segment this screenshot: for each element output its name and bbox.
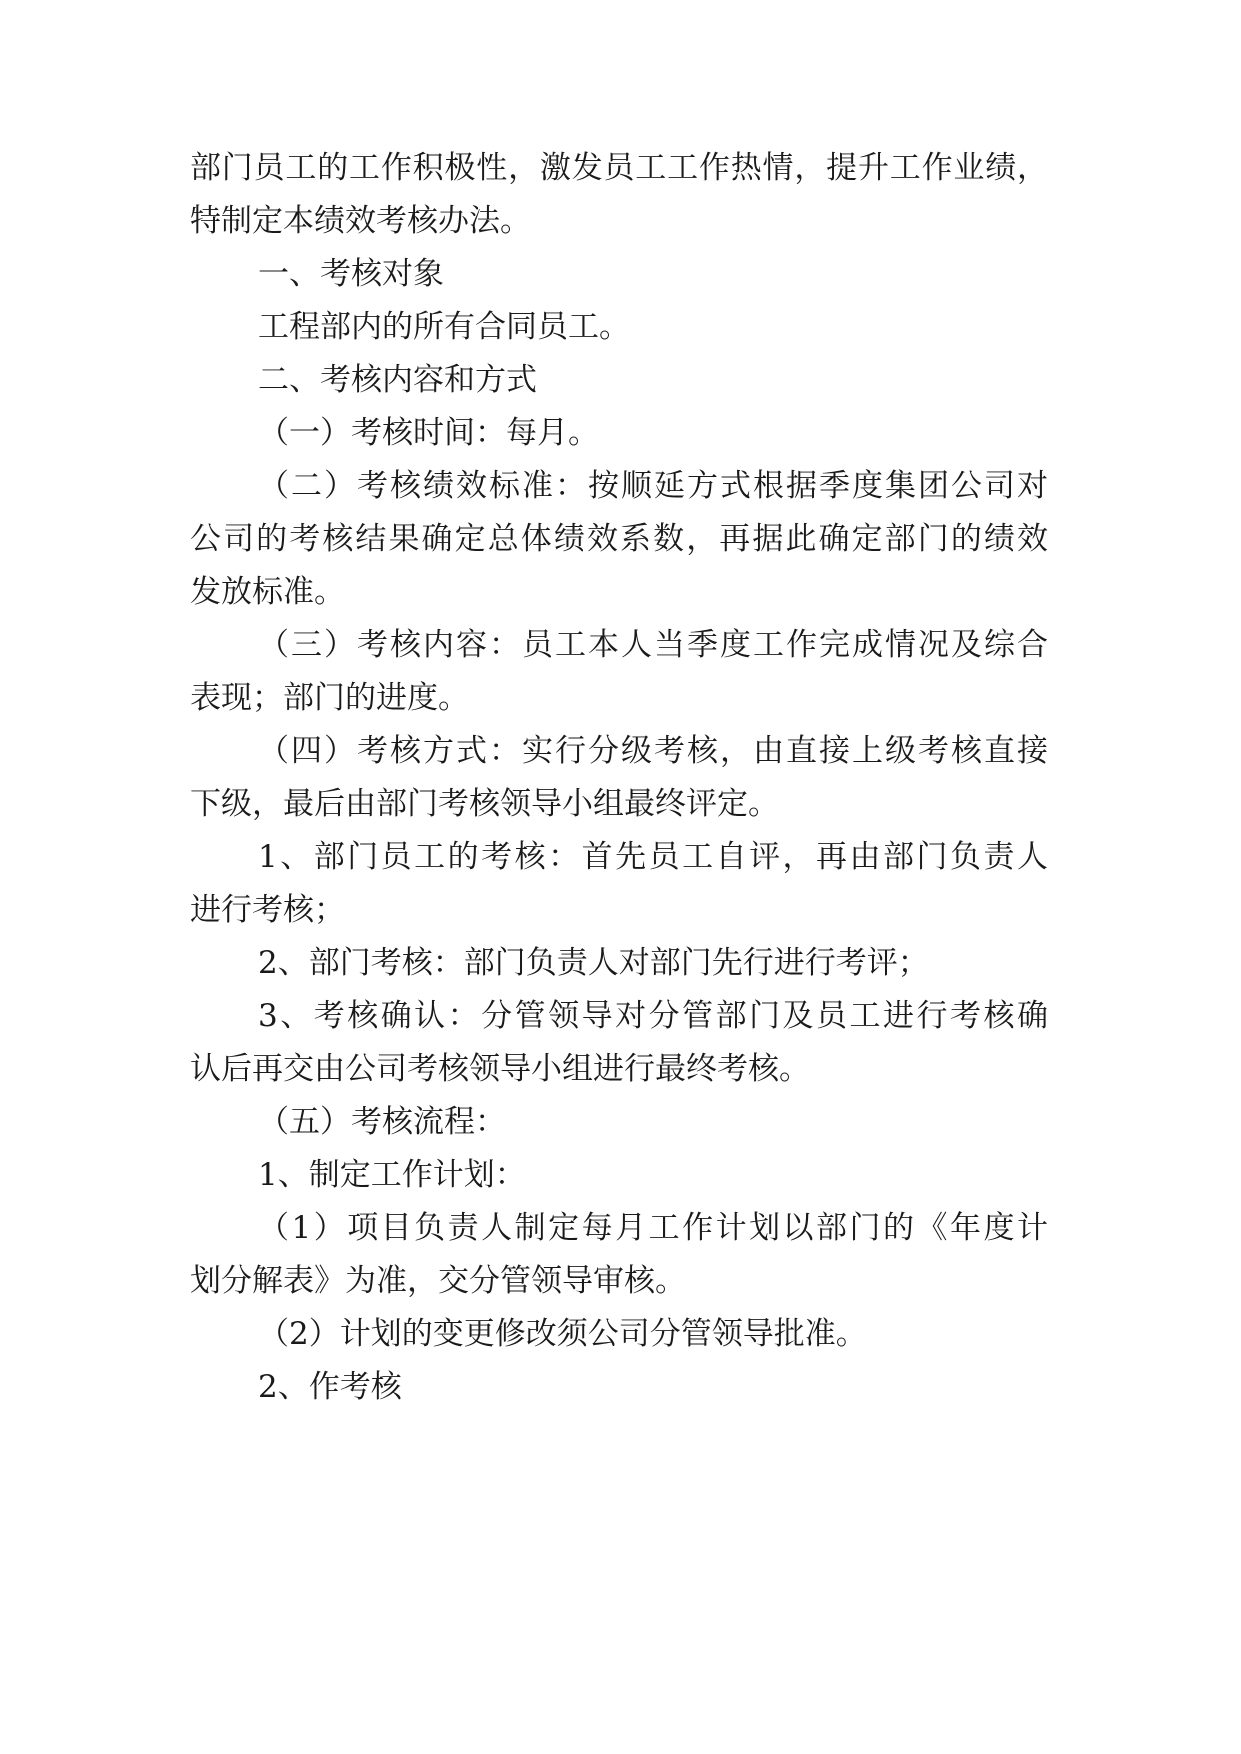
paragraph-line: 下级，最后由部门考核领导小组最终评定。 bbox=[190, 786, 779, 822]
subsection-line: （五）考核流程： bbox=[258, 1104, 506, 1140]
section-heading: 二、考核内容和方式 bbox=[258, 362, 537, 398]
paragraph-line: 表现；部门的进度。 bbox=[190, 680, 469, 716]
list-item-line: 2、部门考核：部门负责人对部门先行进行考评； bbox=[258, 945, 929, 981]
subsection-line: （四）考核方式：实行分级考核，由直接上级考核直接 bbox=[258, 733, 1048, 769]
subsection-line: （三）考核内容：员工本人当季度工作完成情况及综合 bbox=[258, 627, 1048, 663]
paragraph-line: 特制定本绩效考核办法。 bbox=[190, 203, 531, 239]
paragraph-line: 进行考核； bbox=[190, 892, 345, 928]
paragraph-line: 工程部内的所有合同员工。 bbox=[258, 309, 630, 345]
list-item-line: 2、作考核 bbox=[258, 1369, 402, 1405]
list-item-line: （1）项目负责人制定每月工作计划以部门的《年度计 bbox=[258, 1210, 1048, 1246]
paragraph-line: 公司的考核结果确定总体绩效系数，再据此确定部门的绩效 bbox=[190, 521, 1048, 557]
paragraph-line: 发放标准。 bbox=[190, 574, 345, 610]
subsection-line: （二）考核绩效标准：按顺延方式根据季度集团公司对 bbox=[258, 468, 1048, 504]
paragraph-line: 认后再交由公司考核领导小组进行最终考核。 bbox=[190, 1051, 810, 1087]
list-item-line: 1、部门员工的考核：首先员工自评，再由部门负责人 bbox=[258, 839, 1048, 875]
list-item-line: （2）计划的变更修改须公司分管领导批准。 bbox=[258, 1316, 867, 1352]
paragraph-line: 划分解表》为准，交分管领导审核。 bbox=[190, 1263, 686, 1299]
paragraph-line: 部门员工的工作积极性，激发员工工作热情，提升工作业绩， bbox=[190, 150, 1048, 186]
list-item-line: 1、制定工作计划： bbox=[258, 1157, 526, 1193]
list-item-line: 3、考核确认：分管领导对分管部门及员工进行考核确 bbox=[258, 998, 1048, 1034]
subsection-line: （一）考核时间：每月。 bbox=[258, 415, 599, 451]
section-heading: 一、考核对象 bbox=[258, 256, 444, 292]
